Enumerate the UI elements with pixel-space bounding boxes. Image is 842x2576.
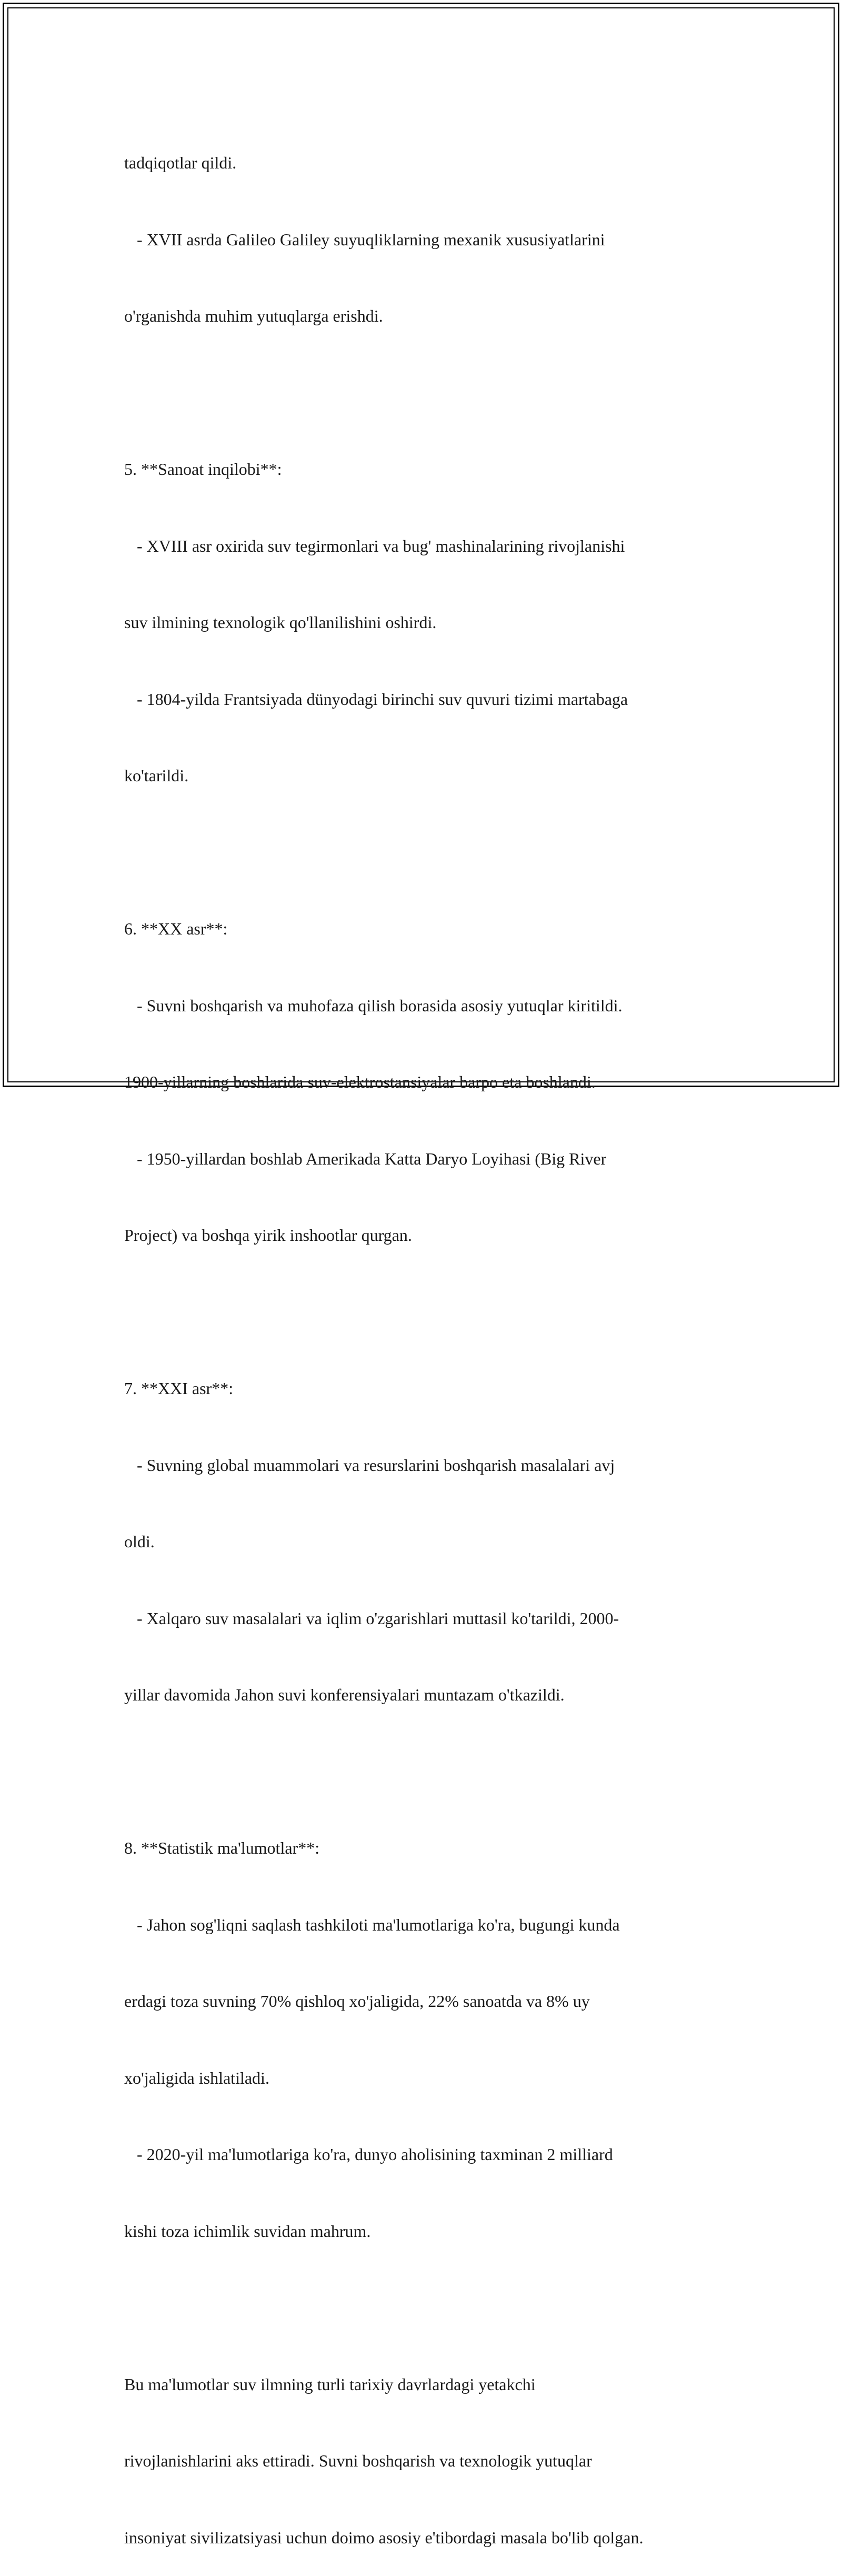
- text-line: 1900-yillarning boshlarida suv-elektrostansiyalar barpo eta boshlandi.: [124, 1072, 596, 1091]
- paragraph-gap: [124, 2295, 724, 2321]
- paragraph-gap: [124, 380, 724, 406]
- paragraph-gap: [124, 1759, 724, 1785]
- text-line: oldi.: [124, 1532, 155, 1551]
- text-line: rivojlanishlarini aks ettiradi. Suvni boshqarish va texnologik yutuqlar: [124, 2451, 592, 2470]
- section-heading: 6. **XX asr**:: [124, 919, 228, 938]
- text-line: erdagi toza suvning 70% qishloq xo'jaligida, 22% sanoatda va 8% uy: [124, 1992, 590, 2011]
- text-line: xo'jaligida ishlatiladi.: [124, 2068, 269, 2087]
- text-line: yillar davomida Jahon suvi konferensiyalari muntazam o'tkazildi.: [124, 1685, 565, 1704]
- text-line: ko'tarildi.: [124, 766, 189, 785]
- section-heading: 5. **Sanoat inqilobi**:: [124, 460, 282, 479]
- paragraph-gap: [124, 1299, 724, 1325]
- text-line: - Suvning global muammolari va resurslarini boshqarish masalalari avj: [124, 1455, 615, 1475]
- text-line: - XVII asrda Galileo Galiley suyuqliklarning mexanik xususiyatlarini: [124, 230, 605, 249]
- paragraph-gap: [124, 840, 724, 866]
- text-line: - 1804-yilda Frantsiyada dünyodagi birinchi suv quvuri tizimi martabaga: [124, 689, 628, 709]
- text-line: - Jahon sog'liqni saqlash tashkiloti ma'lumotlariga ko'ra, bugungi kunda: [124, 1915, 620, 1934]
- text-line: o'rganishda muhim yutuqlarga erishdi.: [124, 306, 383, 325]
- text-line: Bu ma'lumotlar suv ilmning turli tarixiy davrlardagi yetakchi: [124, 2374, 536, 2394]
- document-body: [124, 99, 724, 2576]
- text-line: kishi toza ichimlik suvidan mahrum.: [124, 2221, 371, 2241]
- text-line: insoniyat sivilizatsiyasi uchun doimo asosiy e'tibordagi masala bo'lib qolgan.: [124, 2528, 644, 2547]
- text-line: - Suvni boshqarish va muhofaza qilish borasida asosiy yutuqlar kiritildi.: [124, 996, 623, 1015]
- text-line: - 2020-yil ma'lumotlariga ko'ra, dunyo aholisining taxminan 2 milliard: [124, 2145, 613, 2164]
- text-line: tadqiqotlar qildi.: [124, 153, 237, 172]
- text-line: Project) va boshqa yirik inshootlar qurgan.: [124, 1226, 412, 1245]
- text-line: suv ilmining texnologik qo'llanilishini oshirdi.: [124, 613, 437, 632]
- section-heading: 8. **Statistik ma'lumotlar**:: [124, 1838, 320, 1857]
- text-line: - 1950-yillardan boshlab Amerikada Katta Daryo Loyihasi (Big River: [124, 1149, 607, 1168]
- text-line: - Xalqaro suv masalalari va iqlim o'zgarishlari muttasil ko'tarildi, 2000-: [124, 1608, 619, 1628]
- text-line: - XVIII asr oxirida suv tegirmonlari va bug' mashinalarining rivojlanishi: [124, 536, 625, 555]
- section-heading: 7. **XXI asr**:: [124, 1379, 234, 1398]
